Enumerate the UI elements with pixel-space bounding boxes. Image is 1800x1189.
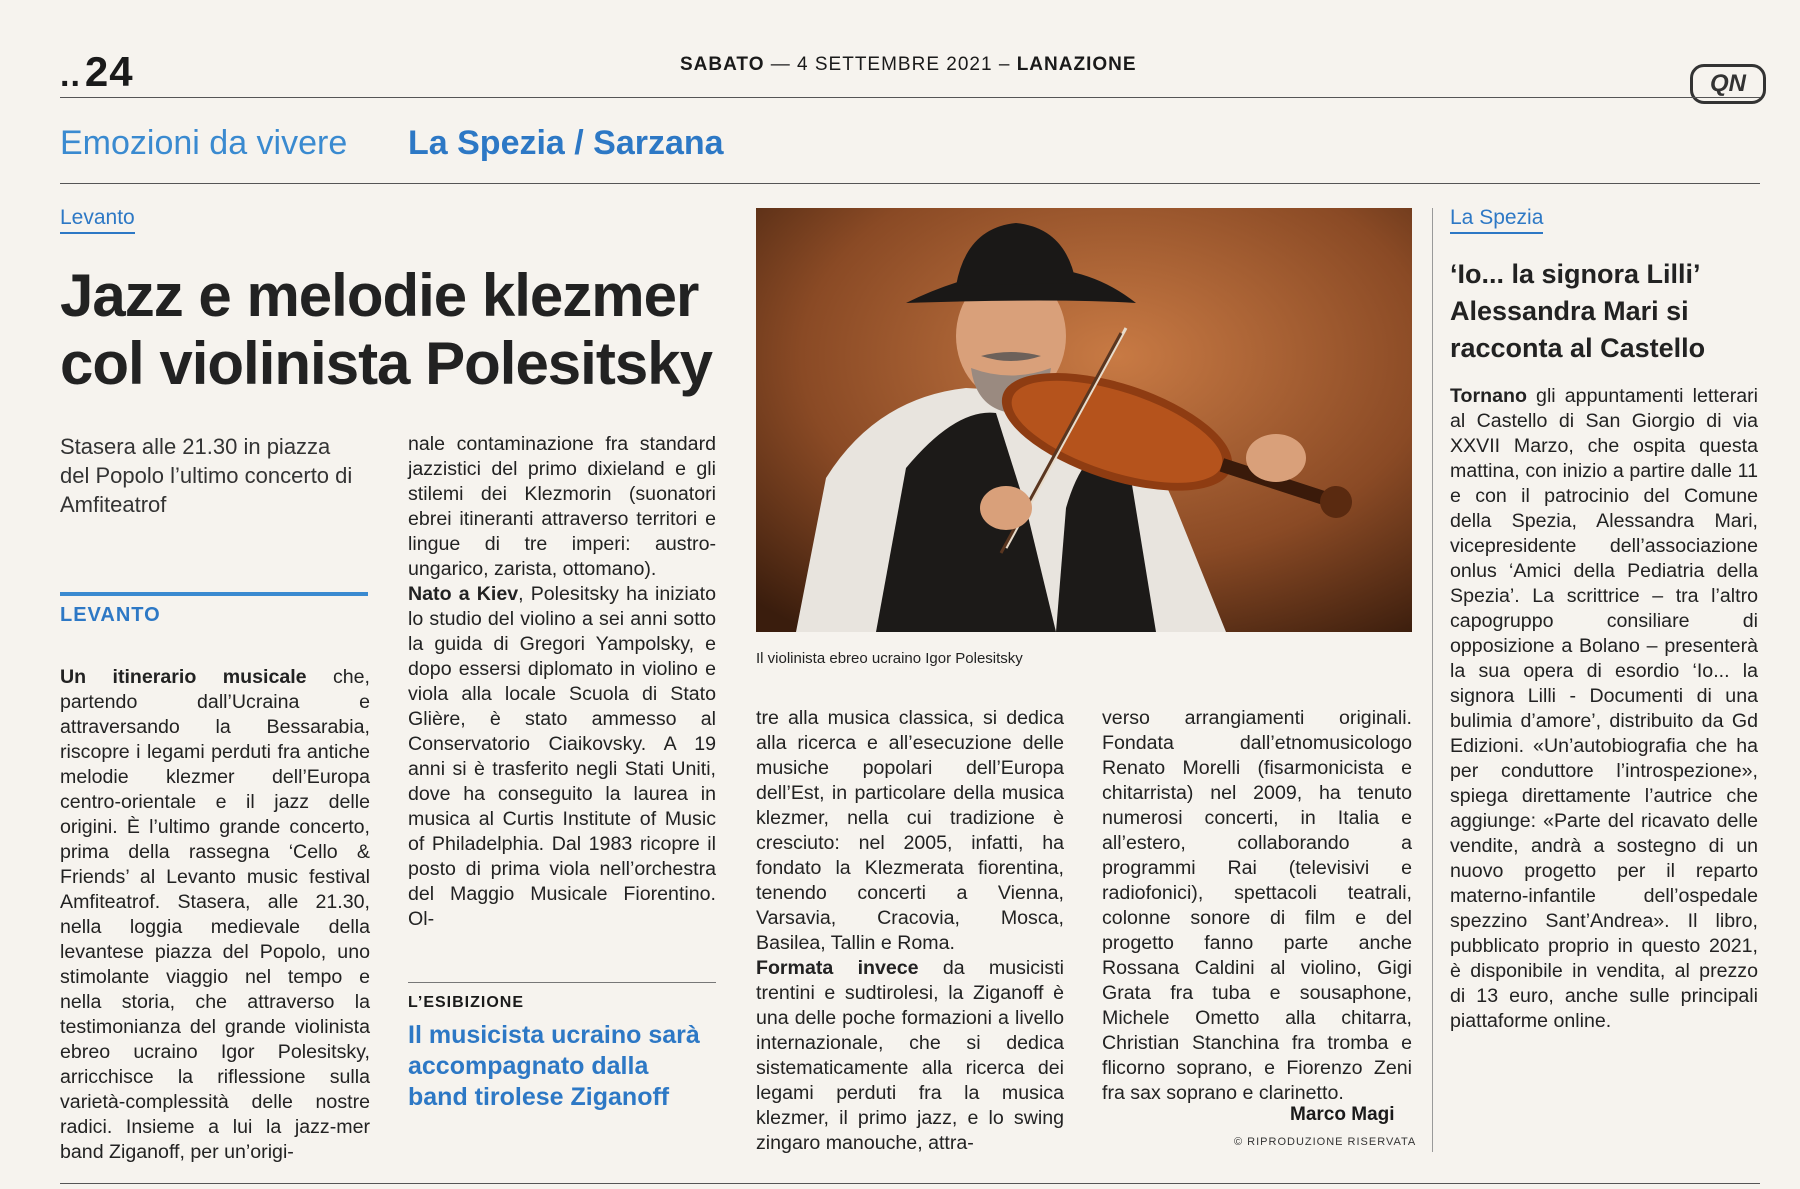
footer-rule xyxy=(60,1183,1760,1184)
dateline-paper: LANAZIONE xyxy=(1016,54,1137,75)
section-rule xyxy=(60,183,1760,184)
dateline: SABATO — 4 SETTEMBRE 2021 – LANAZIONE xyxy=(680,54,1137,75)
pull-quote: Il musicista ucraino sarà accompagnato dalla band tirolese Ziganoff xyxy=(408,1021,700,1111)
article-column-4: verso arrangiamenti originali. Fondata dall’etnomusicologo Renato Morelli (fisarmonicista e chitarrista) nel 2009, ha tenuto numerosi concerti, in Italia e all’estero, collaborando a programmi Rai (televisivi e radiofonici), spettacoli teatrali, colonne sonore di film e del progetto fanno parte anche Rossana Caldini al violino, Gigi Grata fra tuba e sousaphone, Michele Ometto alla chitarra, Christian Stanchina fra tromba e flicorno soprano, e Fiorenzo Zeni fra sax soprano e clarinetto. xyxy=(1102,707,1412,1104)
main-deck: Stasera alle 21.30 in piazza del Popolo l’ultimo concerto di Amfiteatrof xyxy=(60,434,353,517)
dateline-day: SABATO xyxy=(680,54,765,75)
quote-label: L’ESIBIZIONE xyxy=(408,994,525,1011)
violinist-photo xyxy=(756,208,1412,632)
location-bar xyxy=(60,592,368,596)
location-label: LEVANTO xyxy=(60,604,161,626)
main-kicker: Levanto xyxy=(60,206,135,234)
article-column-3: tre alla musica classica, si dedica alla ricerca e all’esecuzione delle musiche popolari dell’Europa dell’Est, in particolare della musica klezmer, nella cui tradizione è cresciuto: nel 2005, infatti, ha fondato la Klezmerata fiorentina, tenendo concerti a Vienna, Varsavia, Cracovia, Mosca, Basilea, Tallin e Roma. Formata invece da musicisti trentini e sudtirolesi, la Ziganoff è una delle poche formazioni a livello internazionale, che si dedica sistematicamente alla ricerca dei legami perduti fra la musica klezmer, il primo jazz, e lo swing zingaro manouche, attra- xyxy=(756,707,1065,1154)
side-article-body: Tornano gli appuntamenti letterari al Castello di San Giorgio di via XXVII Marzo, che ospita questa mattina, con inizio a partire dalle 11 e con il patrocinio del Comune della Spezia, Alessandra Mari, vicepresidente dell’associazione onlus ‘Amici della Pediatria della Spezia’. La scrittrice – tra l’altro capogruppo consiliare di opposizione a Bolano – presenterà la sua opera di esordio ‘Io... la signora Lilli - Documenti di una bulimia d’amore’, distribuito da Gd Edizioni. «Un’autobiografia che ha per conduttore l’introspezione», spiega direttamente l’autrice che aggiunge: «Parte del ricavato delle vendite, andrà a sostegno di un nuovo progetto per il reparto materno-infantile dell’ospedale spezzino Sant’Andrea». Il libro, pubblicato proprio in questo 2021, è disponibile in vendita, al prezzo di 13 euro, anche sulle principali piattaforme online. xyxy=(1450,385,1758,1032)
main-headline: Jazz e melodie klezmer col violinista Polesitsky xyxy=(60,262,712,397)
header-rule xyxy=(60,97,1760,98)
section-title: Emozioni da vivere xyxy=(60,124,348,162)
article-column-2: nale contaminazione fra standard jazzistici del primo dixieland e gli stilemi dei Klezmorin (suonatori ebrei itineranti attraverso territori e lingue di tre imperi: austro-ungarico, zarista, ottomano). Nato a Kiev, Polesitsky ha iniziato lo studio del violino a sei anni sotto la guida di Gregori Yampolsky, e dopo essersi diplomato in violino e viola alla locale Scuola di Stato Glière, è stato ammesso al Conservatorio Ciaikovsky. A 19 anni si è trasferito negli Stati Uniti, dove ha conseguito la laurea in musica al Curtis Institute of Music of Philadelphia. Dal 1983 ricopre il posto di prima viola nell’orchestra del Maggio Musicale Fiorentino. Ol- xyxy=(408,433,716,930)
copyright-notice: © RIPRODUZIONE RISERVATA xyxy=(1234,1136,1417,1148)
quote-rule xyxy=(408,982,716,983)
photo-caption: Il violinista ebreo ucraino Igor Polesitsky xyxy=(756,650,1023,667)
byline: Marco Magi xyxy=(1290,1104,1395,1125)
article-column-1: Un itinerario musicale che, partendo dall’Ucraina e attraversando la Bessarabia, riscopre i legami perduti fra antiche melodie klezmer dell’Europa centro-orientale e il jazz delle origini. È l’ultimo grande concerto, prima della rassegna ‘Cello & Friends’ al Levanto music festival Amfiteatrof. Stasera, alle 21.30, nella loggia medievale della levantese piazza del Popolo, uno stimolante viaggio nel tempo e nella storia, che attraverso la testimonianza del grande violinista ebreo ucraino Igor Polesitsky, arricchisce la riflessione sulla varietà-complessità delle nostre radici. Insieme a lui la jazz-mer band Ziganoff, per un’origi- xyxy=(60,666,370,1163)
violinist-illustration xyxy=(756,208,1412,632)
column-divider xyxy=(1432,208,1433,1152)
dateline-date: 4 SETTEMBRE 2021 xyxy=(797,54,993,75)
side-headline: ‘Io... la signora Lilli’ Alessandra Mari si racconta al Castello xyxy=(1450,259,1706,363)
qn-logo: QN xyxy=(1690,64,1766,104)
section-subtitle: La Spezia / Sarzana xyxy=(408,124,724,162)
page-number: ..24 xyxy=(60,48,134,95)
side-kicker: La Spezia xyxy=(1450,206,1543,234)
